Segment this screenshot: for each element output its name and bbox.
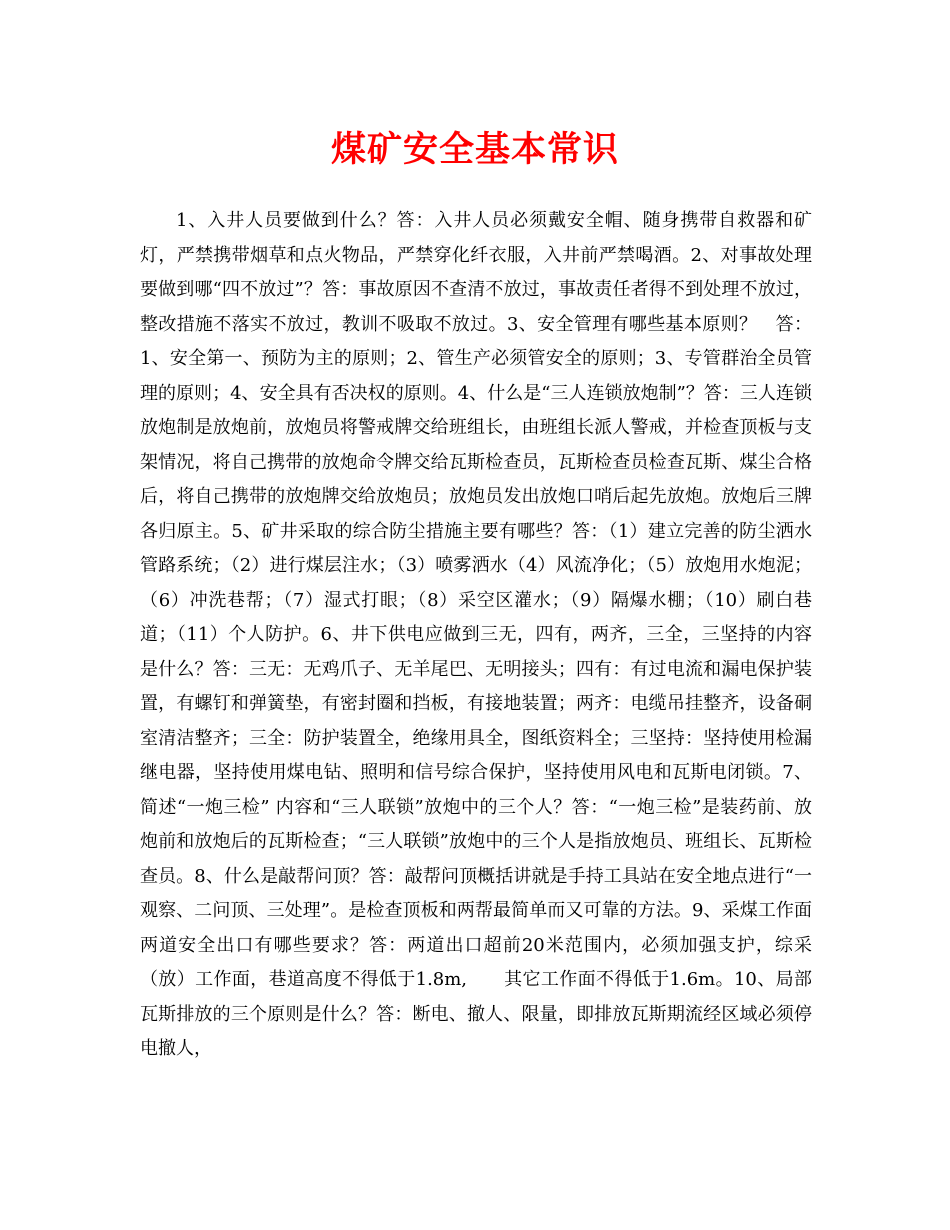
body-paragraph: 1、入井人员要做到什么？答：入井人员必须戴安全帽、随身携带自救器和矿灯，严禁携带烟草和点火物品，严禁穿化纤衣服，入井前严禁喝酒。2、对事故处理要做到哪“四不放过”？答：事故原因不查清不放过，事故责任者得不到处理不放过，整改措施不落实不放过，教训不吸取不放过。3、安全管理有哪些基本原则？ 答：1、安全第一、预防为主的原则；2、管生产必须管安全的原则；3、专管群治全员管理的原则；4、安全具有否决权的原则。4、什么是“三人连锁放炮制”？答：三人连锁放炮制是放炮前，放炮员将警戒牌交给班组长，由班组长派人警戒，并检查顶板与支架情况，将自己携带的放炮命令牌交给瓦斯检查员，瓦斯检查员检查瓦斯、煤尘合格后，将自己携带的放炮牌交给放炮员；放炮员发出放炮口哨后起先放炮。放炮后三牌各归原主。5、矿井采取的综合防尘措施主要有哪些？答：（1）建立完善的防尘洒水管路系统；（2）进行煤层注水；（3）喷雾洒水（4）风流净化；（5）放炮用水炮泥；（6）冲洗巷帮；（7）湿式打眼；（8）采空区灌水；（9）隔爆水棚；（10）刷白巷道；（11）个人防护。6、井下供电应做到三无，四有，两齐，三全，三坚持的内容是什么？答：三无：无鸡爪子、无羊尾巴、无明接头；四有：有过电流和漏电保护装置，有螺钉和弹簧垫，有密封圈和挡板，有接地装置；两齐：电缆吊挂整齐，设备硐室清洁整齐；三全：防护装置全，绝缘用具全，图纸资料全；三坚持：坚持使用检漏继电器，坚持使用煤电钻、照明和信号综合保护，坚持使用风电和瓦斯电闭锁。7、简述“一炮三检” 内容和“三人联锁”放炮中的三个人？答：“一炮三检”是装药前、放炮前和放炮后的瓦斯检查；“三人联锁”放炮中的三个人是指放炮员、班组长、瓦斯检查员。8、什么是敲帮问顶？答：敲帮问顶概括讲就是手持工具站在安全地点进行“一观察、二问顶、三处理”。是检查顶板和两帮最简单而又可靠的方法。9、采煤工作面两道安全出口有哪些要求？答：两道出口超前20米范围内，必须加强支护，综采（放）工作面，巷道高度不得低于1.8m, 其它工作面不得低于1.6m。10、局部瓦斯排放的三个原则是什么？答：断电、撤人、限量，即排放瓦斯期流经区域必须停电撤人， <box>140 210 812 1059</box>
page-title: 煤矿安全基本常识 <box>330 129 619 170</box>
